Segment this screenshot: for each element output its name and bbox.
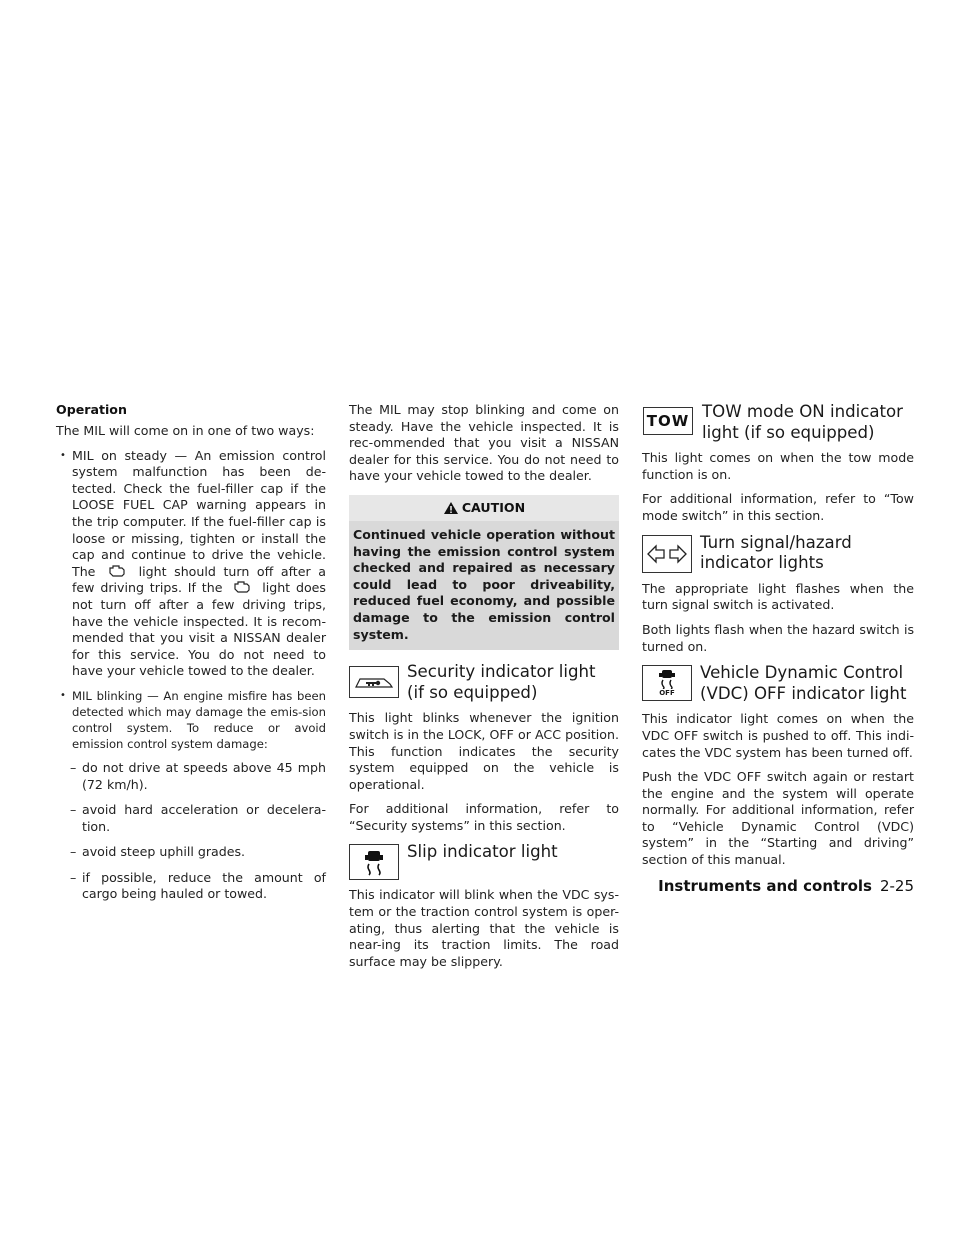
- slip-title: Slip indicator light: [407, 842, 558, 862]
- heading-vdc-off: [642, 663, 914, 704]
- column-left: [56, 402, 326, 912]
- tow-text-2: For additional information, refer to “Tow mode switch” in this section.: [642, 491, 914, 523]
- check-engine-icon: [232, 580, 252, 594]
- bullet-mil-steady: [56, 448, 326, 680]
- column-right: [642, 402, 914, 877]
- tow-title-line2: light (if so equipped): [702, 422, 875, 442]
- caution-header: [349, 495, 619, 521]
- bullet-text: MIL on steady — An emission control system malfunction has been de-tected. Check the fuel-filler cap if the LOOSE FUEL CAP warning appears in the trip computer. If the fuel-filler cap is loose or missing, tighten or install the cap and continue to drive the vehicle. The: [72, 447, 326, 579]
- bullet-text: light does not turn off after a few driving trips, have the vehicle inspected. It is recom-mended that you visit a NISSAN dealer for this service. You do not need to have your vehicle towed to the dealer.: [72, 580, 326, 679]
- tow-text-1: This light comes on when the tow mode function is on.: [642, 450, 914, 482]
- vdc-title-line2: (VDC) OFF indicator light: [700, 683, 907, 703]
- tow-mode-icon: [642, 404, 694, 438]
- security-text-2: For additional information, refer to “Security systems” in this section.: [349, 801, 619, 833]
- turn-title: [700, 533, 852, 574]
- security-title-line2: (if so equipped): [407, 682, 538, 702]
- caution-text: Continued vehicle operation without having the emission control system checked and repaired as necessary could lead to poor driveability, reduced fuel economy, and possible damage to the emission control system.: [349, 521, 619, 650]
- turn-text-1: The appropriate light flashes when the turn signal switch is activated.: [642, 580, 914, 613]
- page-number: 2-25: [879, 877, 914, 895]
- caution-box: [349, 495, 619, 650]
- heading-turn-signal: [642, 533, 914, 574]
- car-key-icon: [349, 666, 399, 698]
- tow-title: [702, 402, 903, 443]
- column-middle: [349, 402, 619, 978]
- vdc-text-1: This indicator light comes on when the VDC OFF switch is pushed to off. This indi-cates the VDC system has been turned off.: [642, 711, 914, 760]
- skidding-car-icon: [349, 844, 399, 880]
- section-heading-operation: Operation: [56, 402, 127, 417]
- vdc-icon-label: OFF: [659, 689, 675, 698]
- dash-item: – if possible, reduce the amount of cargo being hauled or towed.: [56, 870, 326, 903]
- heading-slip: [349, 842, 619, 880]
- turn-title-line2: indicator lights: [700, 553, 824, 573]
- footer-section-title: Instruments and controls: [658, 877, 872, 895]
- vdc-title: [700, 663, 906, 704]
- turn-signal-arrows-icon: [642, 535, 692, 573]
- bullet-mil-blinking: • MIL blinking — An engine misfire has been detected which may damage the emis-sion control system. To reduce or avoid emission control system damage:: [56, 688, 326, 752]
- caution-title: CAUTION: [461, 500, 526, 516]
- dash-item: – do not drive at speeds above 45 mph (72 km/h).: [56, 760, 326, 793]
- security-text-1: This light blinks whenever the ignition switch is in the LOCK, OFF or ACC position. This function indicates the security system equipped on the vehicle is operational.: [349, 710, 619, 792]
- dash-item: – avoid hard acceleration or decelera-tion.: [56, 802, 326, 835]
- turn-text-2: Both lights flash when the hazard switch is turned on.: [642, 621, 914, 654]
- check-engine-icon: [107, 564, 127, 578]
- vdc-title-line1: Vehicle Dynamic Control: [700, 663, 904, 683]
- mil-steady-text: The MIL may stop blinking and come on steady. Have the vehicle inspected. It is rec-ommended that you visit a NISSAN dealer for this service. You do not need to have your vehicle towed to the dealer.: [349, 402, 619, 484]
- vdc-text-2: Push the VDC OFF switch again or restart the engine and the system will operate normally. For additional information, refer to “Vehicle Dynamic Control (VDC) system” in the “Starting and driving” section of this manual.: [642, 769, 914, 868]
- heading-security: [349, 662, 619, 703]
- turn-title-line1: Turn signal/hazard: [700, 532, 852, 552]
- slip-text: This indicator will blink when the VDC sys-tem or the traction control system is oper-ating, thus alerting that the vehicle is near-ing its traction limits. The road surface may be slippery.: [349, 887, 619, 969]
- bullet-text: light should turn off after a few driving trips. If the: [72, 563, 326, 596]
- warning-triangle-icon: [443, 501, 459, 515]
- intro-text: The MIL will come on in one of two ways:: [56, 423, 315, 438]
- dash-item: – avoid steep uphill grades.: [56, 844, 326, 861]
- security-title-line1: Security indicator light: [407, 662, 596, 682]
- vdc-off-icon: [642, 665, 692, 701]
- tow-icon-label: TOW: [643, 407, 693, 435]
- page-footer: [644, 877, 914, 895]
- security-title: [407, 662, 596, 703]
- tow-title-line1: TOW mode ON indicator: [702, 402, 904, 421]
- heading-tow: [642, 402, 914, 443]
